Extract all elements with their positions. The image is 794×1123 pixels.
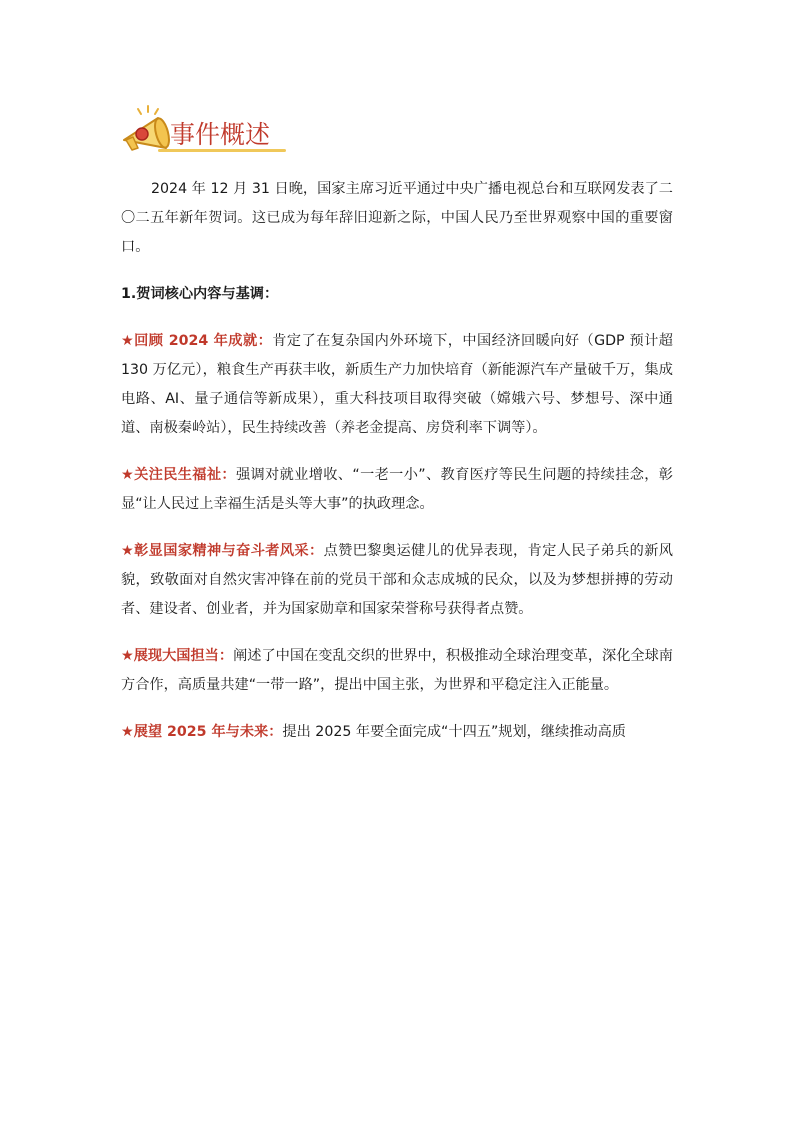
section-title: 1.贺词核心内容与基调： xyxy=(121,286,279,302)
point-paragraph xyxy=(121,461,673,519)
point-paragraph xyxy=(121,718,673,747)
point-lead: ★回顾 2024 年成就： xyxy=(121,333,273,349)
point-lead: ★关注民生福祉： xyxy=(121,467,236,483)
intro-paragraph: 2024 年 12 月 31 日晚，国家主席习近平通过中央广播电视总台和互联网发表了二〇二五年新年贺词。这已成为每年辞旧迎新之际，中国人民乃至世界观察中国的重要窗口。 xyxy=(121,181,673,255)
point-lead: ★展现大国担当： xyxy=(121,648,234,664)
section-heading xyxy=(118,104,288,156)
point-lead: ★彰显国家精神与奋斗者风采： xyxy=(121,543,324,559)
point-text: 提出 2025 年要全面完成“十四五”规划，继续推动高质 xyxy=(282,724,626,740)
point-text: 阐述了中国在变乱交织的世界中，积极推动全球治理变革，深化全球南方合作，高质量共建“一带一路”，提出中国主张，为世界和平稳定注入正能量。 xyxy=(121,648,673,693)
heading-title: 事件概述 xyxy=(170,120,271,149)
point-paragraph xyxy=(121,537,673,624)
heading-underline xyxy=(158,149,286,152)
point-text: 点赞巴黎奥运健儿的优异表现，肯定人民子弟兵的新风貌，致敬面对自然灾害冲锋在前的党员干部和众志成城的民众，以及为梦想拼搏的劳动者、建设者、创业者，并为国家勋章和国家荣誉称号获得者点赞。 xyxy=(121,543,673,617)
point-paragraph xyxy=(121,642,673,700)
point-text: 强调对就业增收、“一老一小”、教育医疗等民生问题的持续挂念，彰显“让人民过上幸福生活是头等大事”的执政理念。 xyxy=(121,467,673,512)
point-paragraph xyxy=(121,327,673,443)
document-body xyxy=(121,175,673,765)
point-lead: ★展望 2025 年与未来： xyxy=(121,724,283,740)
point-text: 肯定了在复杂国内外环境下，中国经济回暖向好（GDP 预计超 130 万亿元），粮食生产再获丰收，新质生产力加快培育（新能源汽车产量破千万，集成电路、AI、量子通信等新成果），重大科技项目取得突破（嫦娥六号、梦想号、深中通道、南极秦岭站），民生持续改善（养老金提高、房贷利率下调等）。 xyxy=(121,333,673,436)
